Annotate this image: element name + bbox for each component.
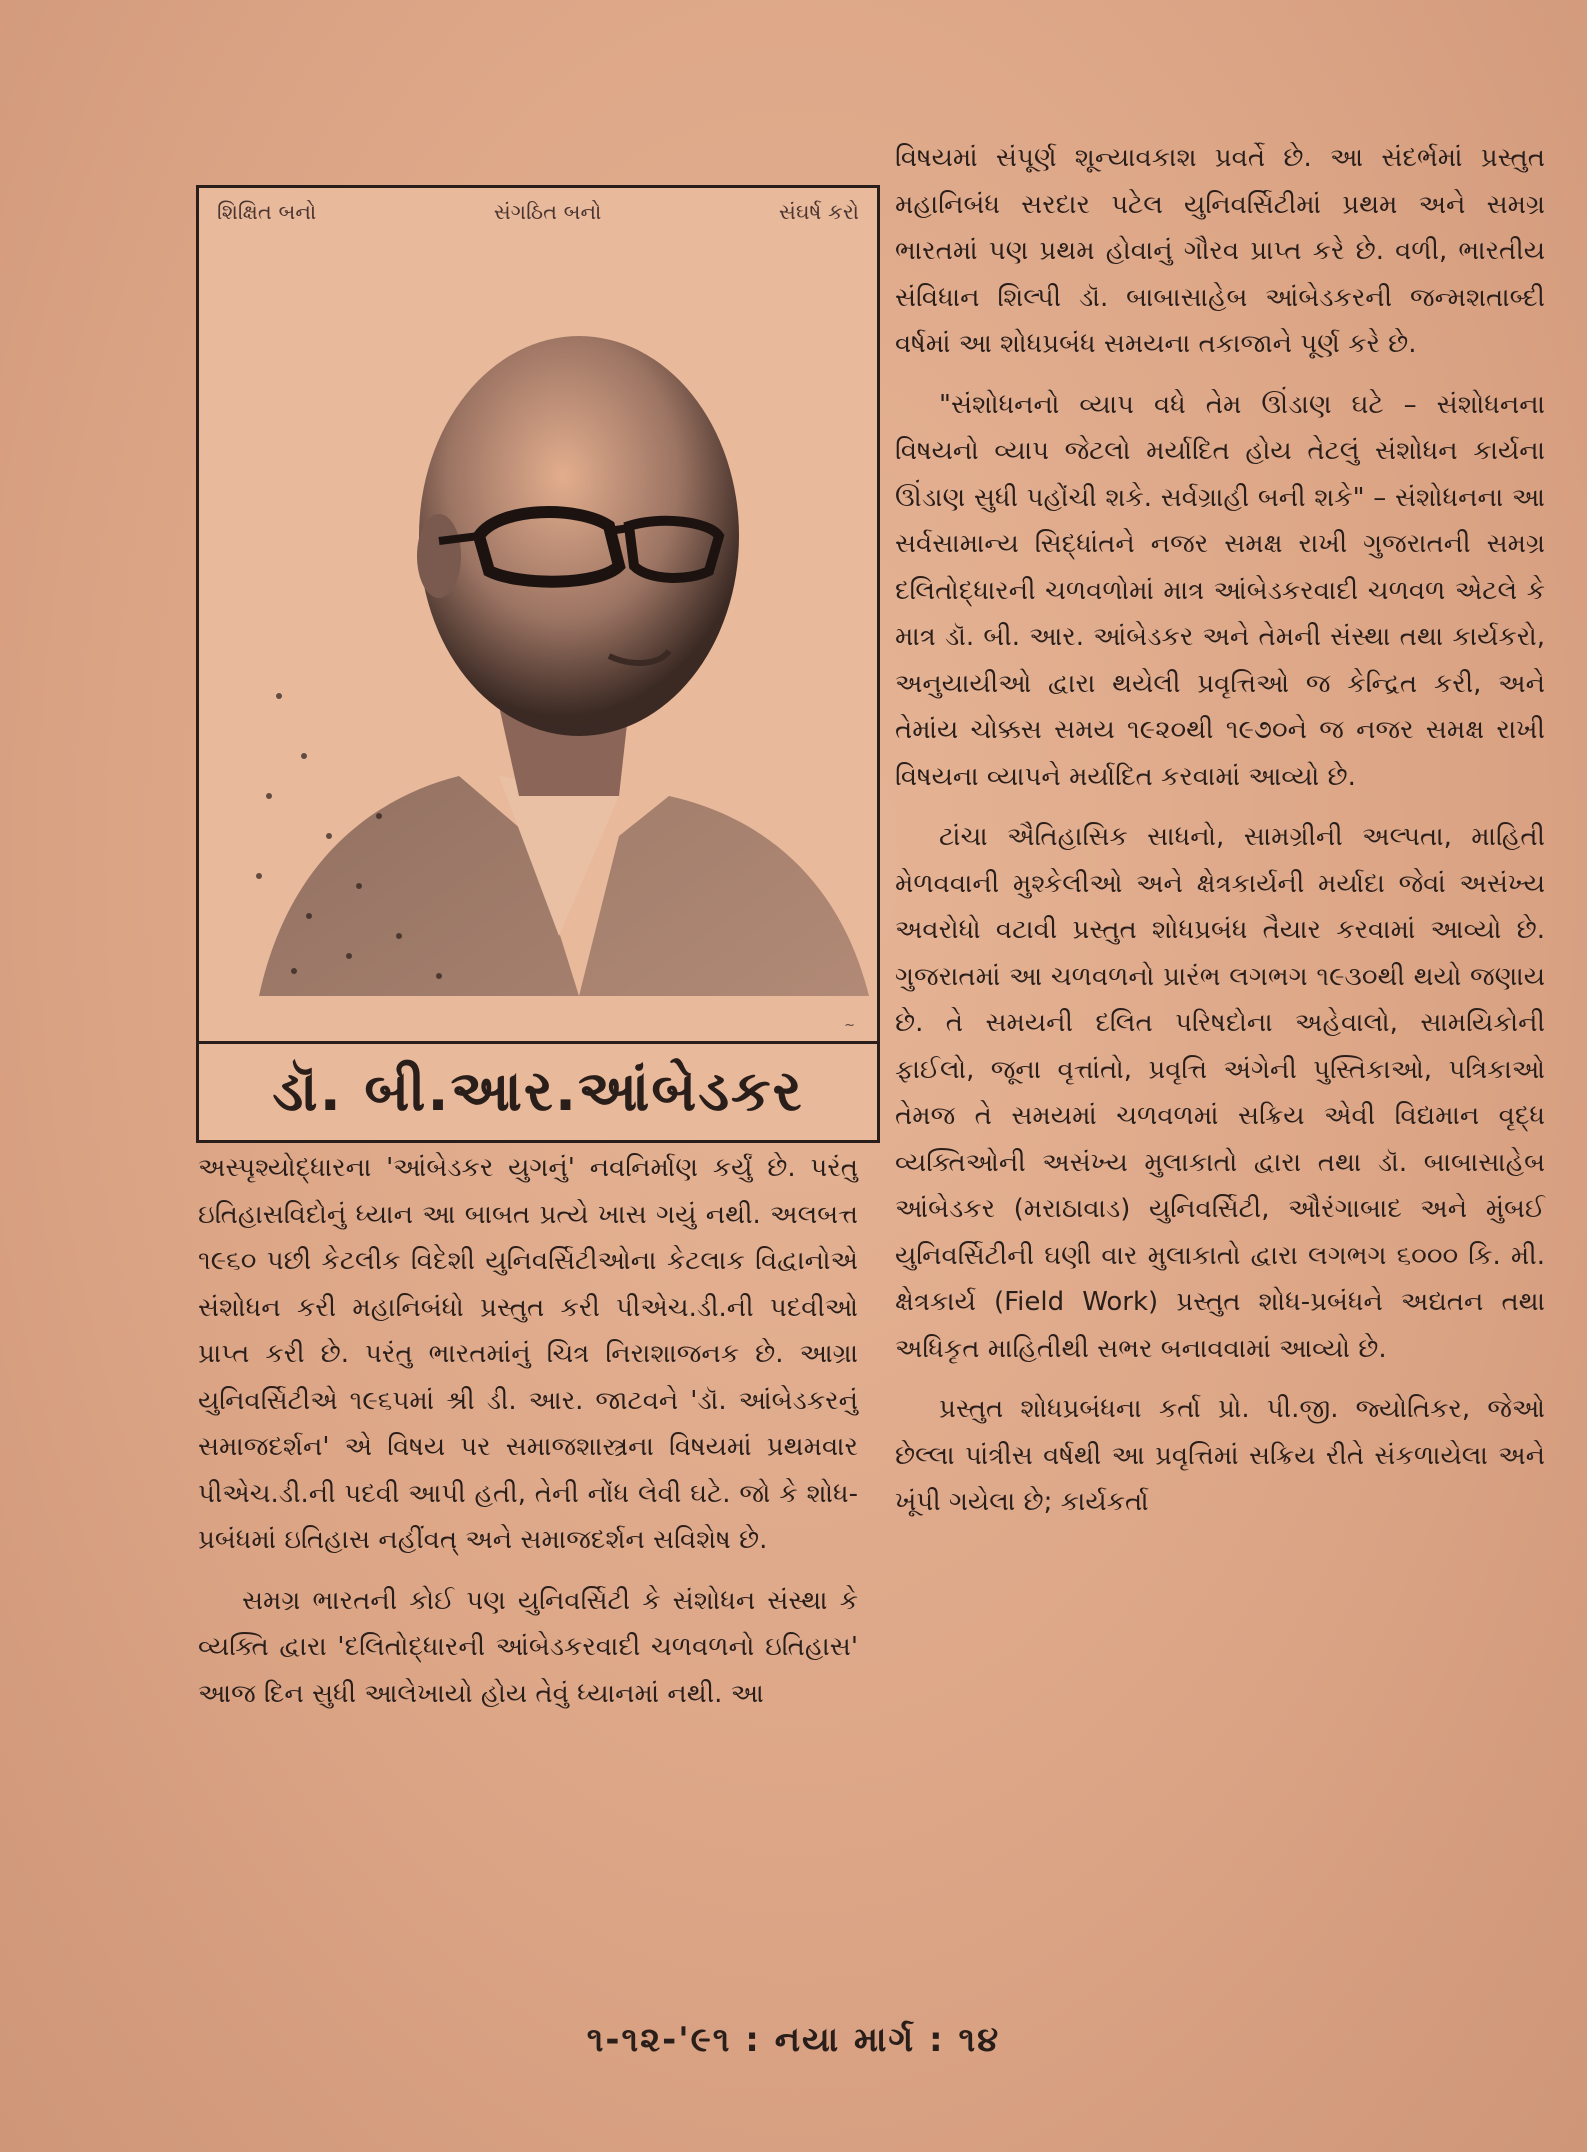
paragraph: સમગ્ર ભારતની કોઈ પણ યુનિવર્સિટી કે સંશોધન સંસ્થા કે વ્યક્તિ દ્વારા 'દલિતોદ્ધારની આંબેડકરવાદી ચળવળનો ઇતિહાસ' આજ દિન સુધી આલેખાયો હોય તેવું ધ્યાનમાં નથી. આ [198, 1585, 858, 1709]
portrait-frame [196, 185, 880, 1143]
portrait-caption: ડૉ. બી.આર.આંબેડકર [199, 1041, 877, 1140]
slogan-strip [199, 200, 877, 230]
paragraph: ટાંચા ઐતિહાસિક સાધનો, સામગ્રીની અલ્પતા, માહિતી મેળવવાની મુશ્કેલીઓ અને ક્ષેત્રકાર્યની મર્યાદા જેવાં અસંખ્ય અવરોધો વટાવી પ્રસ્તુત શોધપ્રબંધ તૈયાર કરવામાં આવ્યો છે. ગુજરાતમાં આ ચળવળનો પ્રારંભ લગભગ ૧૯૩૦થી થયો જણાય છે. તે સમયની દલિત પરિષદોના અહેવાલો, સામયિકોની ફાઈલો, જૂના વૃત્તાંતો, પ્રવૃત્તિ અંગેની પુસ્તિકાઓ, પત્રિકાઓ તેમજ તે સમયમાં ચળવળમાં સક્રિય એવી વિદ્યમાન વૃદ્ધ વ્યક્તિઓની અસંખ્ય મુલાકાતો દ્વારા તથા ડૉ. બાબાસાહેબ આંબેડકર (મરાઠાવાડ) યુનિવર્સિટી, ઔરંગાબાદ અને મુંબઈ યુનિવર્સિટીની ઘણી વાર મુલાકાતો દ્વારા લગભગ ૬૦૦૦ કિ. મી. ક્ષેત્રકાર્ય (Field Work) પ્રસ્તુત શોધ-પ્રબંધને અદ્યતન તથા અધિકૃત માહિતીથી સભર બનાવવામાં આવ્યો છે. [895, 822, 1545, 1364]
paragraph: પ્રસ્તુત શોધપ્રબંધના કર્તા પ્રો. પી.જી. જ્યોતિકર, જેઓ છેલ્લા પાંત્રીસ વર્ષથી આ પ્રવૃત્તિમાં સક્રિય રીતે સંકળાયેલા અને ખૂંપી ગયેલા છે; કાર્યકર્તા [895, 1394, 1545, 1517]
paragraph: અસ્પૃશ્યોદ્ધારના 'આંબેડકર યુગનું' નવનિર્માણ કર્યું છે. પરંતુ ઇતિહાસવિદોનું ધ્યાન આ બાબત પ્રત્યે ખાસ ગયું નથી. અલબત્ત ૧૯૬૦ પછી કેટલીક વિદેશી યુનિવર્સિટીઓના કેટલાક વિદ્વાનોએ સંશોધન કરી મહાનિબંધો પ્રસ્તુત કરી પીએચ.ડી.ની પદવીઓ પ્રાપ્ત કરી છે. પરંતુ ભારતમાંનું ચિત્ર નિરાશાજનક છે. આગ્રા યુનિવર્સિટીએ ૧૯૬૫માં શ્રી ડી. આર. જાટવને 'ડૉ. આંબેડકરનું સમાજદર્શન' એ વિષય પર સમાજશાસ્ત્રના વિષયમાં પ્રથમવાર પીએચ.ડી.ની પદવી આપી હતી, તેની નોંધ લેવી ઘટે. જો કે શોધ-પ્રબંધમાં ઇતિહાસ નહીંવત્ અને સમાજદર્શન સવિશેષ છે. [198, 1153, 858, 1555]
right-text-column [895, 135, 1545, 1540]
slogan-agitate: સંઘર્ષ કરો [778, 200, 859, 224]
slogan-educate: શિક્ષિત બનો [217, 200, 317, 224]
paragraph: "સંશોધનનો વ્યાપ વધે તેમ ઊંડાણ ઘટે – સંશોધનના વિષયનો વ્યાપ જેટલો મર્યાદિત હોય તેટલું સંશોધન કાર્યના ઊંડાણ સુધી પહોંચી શકે. સર્વગ્રાહી બની શકે" – સંશોધનના આ સર્વસામાન્ય સિદ્ધાંતને નજર સમક્ષ રાખી ગુજરાતની સમગ્ર દલિતોદ્ધારની ચળવળોમાં માત્ર આંબેડકરવાદી ચળવળ એટલે કે માત્ર ડૉ. બી. આર. આંબેડકર અને તેમની સંસ્થા તથા કાર્યકરો, અનુયાયીઓ દ્વારા થયેલી પ્રવૃત્તિઓ જ કેન્દ્રિત કરી, અને તેમાંય ચોક્કસ સમય ૧૯૨૦થી ૧૯૭૦ને જ નજર સમક્ષ રાખી વિષયના વ્યાપને મર્યાદિત કરવામાં આવ્યો છે. [895, 389, 1545, 792]
portrait-sketch-icon [199, 236, 877, 1006]
page-footer: ૧-૧૨-'૯૧ : નયા માર્ગ : ૧૪ [586, 2020, 1001, 2060]
left-text-column [198, 1145, 858, 1731]
paragraph: વિષયમાં સંપૂર્ણ શૂન્યાવકાશ પ્રવર્તે છે. આ સંદર્ભમાં પ્રસ્તુત મહાનિબંધ સરદાર પટેલ યુનિવર્સિટીમાં પ્રથમ અને સમગ્ર ભારતમાં પણ પ્રથમ હોવાનું ગૌરવ પ્રાપ્ત કરે છે. વળી, ભારતીય સંવિધાન શિલ્પી ડૉ. બાબાસાહેબ આંબેડકરની જન્મશતાબ્દી વર્ષમાં આ શોધપ્રબંધ સમયના તકાજાને પૂર્ણ કરે છે. [895, 143, 1545, 359]
slogan-organize: સંગઠિત બનો [493, 200, 602, 224]
artist-signature-icon: ~ [844, 1018, 855, 1033]
